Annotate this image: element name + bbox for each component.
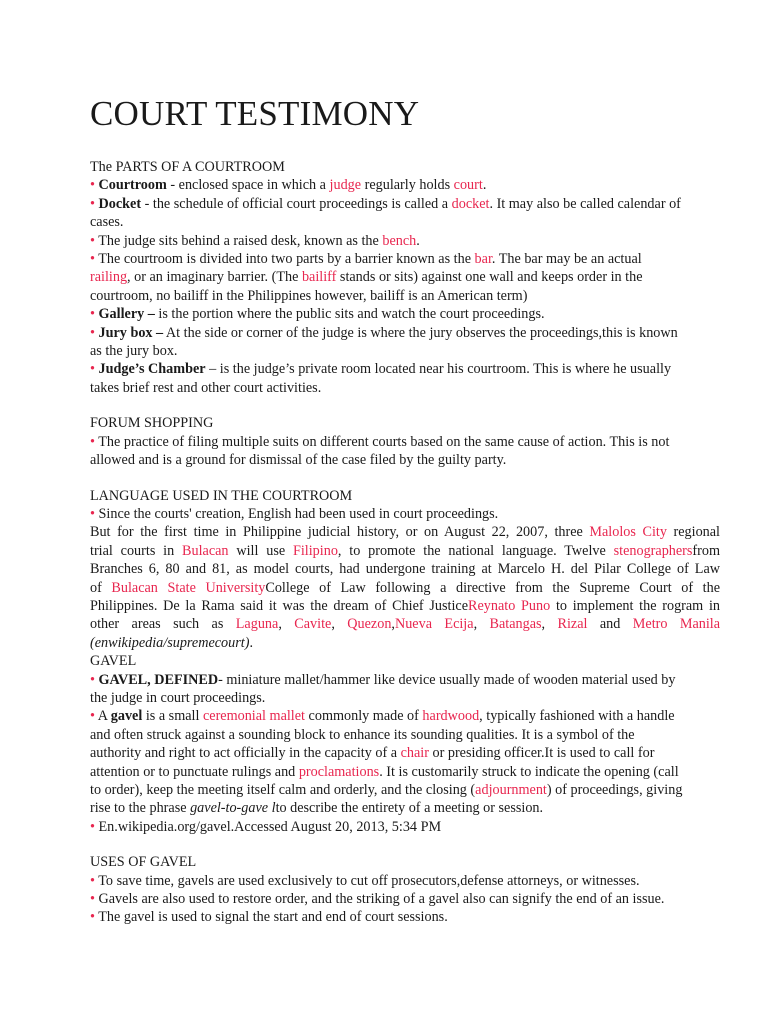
text-line: allowed and is a ground for dismissal of the case filed by the guilty party. — [90, 452, 507, 469]
list-item — [90, 890, 720, 908]
section-uses-of-gavel — [90, 853, 720, 927]
section-heading: USES OF GAVEL — [90, 854, 197, 871]
bullet: • — [90, 671, 95, 688]
text: At the side or corner of the judge is where the jury observes the proceedings,this is known — [163, 324, 678, 341]
text: The practice of filing multiple suits on different courts based on the same cause of action. This is not — [94, 433, 670, 450]
list-item — [90, 707, 720, 725]
link-bulacan-state-university[interactable]: Bulacan State University — [111, 579, 266, 596]
text: Philippines. De la Rama said it was the dream of Chief Justice — [90, 597, 469, 614]
link-reynato-puno[interactable]: Reynato Puno — [468, 597, 551, 614]
link-court[interactable]: court — [453, 177, 483, 194]
term: Courtroom — [98, 177, 167, 194]
text-line — [90, 744, 720, 762]
link-batangas[interactable]: Batangas — [489, 616, 542, 633]
text: regularly holds — [361, 177, 454, 194]
link-stenographers[interactable]: stenographers — [613, 542, 693, 559]
text: attention or to punctuate rulings and — [90, 763, 299, 780]
text: will use — [228, 542, 293, 559]
text: – is the judge’s private room located near his courtroom. This is where he usually — [205, 361, 672, 378]
list-item — [90, 671, 720, 689]
link-laguna[interactable]: Laguna — [235, 616, 279, 633]
text-line — [90, 781, 720, 799]
bullet: • — [90, 891, 95, 908]
text-line — [90, 597, 720, 615]
link-bar[interactable]: bar — [474, 251, 492, 268]
text: , to promote the national language. Twelve — [337, 542, 614, 559]
list-item — [90, 872, 720, 890]
text-line — [90, 799, 720, 817]
text-line: takes brief rest and other court activities. — [90, 379, 322, 396]
text: Since the courts' creation, English had been used in court proceedings. — [94, 505, 499, 522]
link-docket[interactable]: docket — [451, 195, 490, 212]
link-filipino[interactable]: Filipino — [292, 542, 338, 559]
text: commonly made of — [305, 708, 423, 725]
text: . The bar may be an actual — [491, 251, 642, 268]
bullet: • — [90, 505, 95, 522]
link-ceremonial-mallet[interactable]: ceremonial mallet — [202, 708, 305, 725]
section-heading: GAVEL — [90, 653, 137, 670]
text: to implement the rogram in — [550, 597, 720, 614]
link-proclamations[interactable]: proclamations — [298, 763, 380, 780]
list-item — [90, 305, 720, 323]
text-line: courtroom, no bailiff in the Philippines however, bailiff is an American term) — [90, 287, 528, 304]
text: Gavels are also used to restore order, and the striking of a gavel also can signify the end of an issue. — [94, 891, 665, 908]
text-line: as the jury box. — [90, 343, 178, 360]
text-line: the judge in court proceedings. — [90, 689, 266, 706]
text: or presiding officer.It is used to call for — [428, 745, 655, 762]
link-judge[interactable]: judge — [329, 177, 362, 194]
text: . It is customarily struck to indicate the opening (call — [379, 763, 679, 780]
text: - the schedule of official court proceedings is called a — [141, 195, 452, 212]
text: to describe the entirety of a meeting or session. — [275, 800, 544, 817]
section-gavel — [90, 652, 720, 836]
text-line — [90, 523, 720, 541]
text: from — [692, 542, 721, 559]
bullet: • — [90, 708, 95, 725]
link-adjournment[interactable]: adjournment — [475, 782, 547, 798]
link-hardwood[interactable]: hardwood — [422, 708, 480, 725]
link-malolos[interactable]: Malolos City — [589, 524, 667, 541]
bullet: • — [90, 909, 95, 926]
text: is the portion where the public sits and watch the court proceedings. — [154, 306, 545, 323]
text-line — [90, 763, 720, 781]
link-chair[interactable]: chair — [400, 745, 429, 762]
text-line — [90, 579, 720, 597]
text-line: and often struck against a sounding block to enhance its sounding qualities. It is a symbol of the — [90, 726, 635, 743]
text: authority and right to act officially in the capacity of a — [90, 745, 401, 762]
text: - enclosed space in which a — [166, 177, 330, 194]
link-quezon[interactable]: Quezon — [347, 616, 392, 633]
text: . It may also be called calendar of — [489, 195, 681, 212]
text-line: cases. — [90, 214, 124, 231]
link-rizal[interactable]: Rizal — [557, 616, 588, 633]
bullet: • — [90, 324, 95, 341]
text: regional — [666, 524, 720, 541]
text: En.wikipedia.org/gavel.Accessed August 20, 2013, 5:34 PM — [94, 818, 442, 835]
text: To save time, gavels are used exclusively to cut off prosecutors,defense attorneys, or witnesses. — [94, 872, 640, 889]
bullet: • — [90, 306, 95, 323]
text-line — [90, 634, 720, 652]
term: Docket — [98, 195, 142, 212]
link-bailiff[interactable]: bailiff — [301, 269, 337, 286]
bullet: • — [90, 361, 95, 378]
bullet: • — [90, 251, 95, 268]
text-line: other areas such as Laguna, Cavite, Quezon,Nueva Ecija, Batangas, Rizal and Metro Manila — [90, 616, 721, 633]
section-heading: LANGUAGE USED IN THE COURTROOM — [90, 487, 353, 504]
text: But for the first time in Philippine judicial history, or on August 22, 2007, three — [90, 524, 590, 541]
term: Judge’s Chamber — [98, 361, 206, 378]
text: of — [90, 579, 112, 596]
list-item — [90, 232, 720, 250]
text: and — [587, 616, 633, 633]
text-line — [90, 542, 720, 560]
term: gavel — [110, 708, 143, 725]
text: to order), keep the meeting itself calm and orderly, and the closing ( — [90, 782, 476, 798]
text-line: Branches 6, 80 and 81, as model courts, had undergone training at Marcelo H. del Pilar College of Law — [90, 561, 720, 578]
text: , or an imaginary barrier. (The — [127, 269, 302, 286]
bullet: • — [90, 818, 95, 835]
text: . — [416, 232, 420, 249]
section-forum-shopping — [90, 414, 720, 469]
list-item — [90, 818, 720, 836]
text: The judge sits behind a raised desk, known as the — [94, 232, 383, 249]
text: College of Law following a directive from the Supreme Court of the — [265, 579, 721, 596]
link-metro-manila[interactable]: Metro Manila — [632, 616, 721, 633]
text: other areas such as — [90, 616, 236, 633]
text: - miniature mallet/hammer like device usually made of wooden material used by — [218, 671, 676, 688]
text: stands or sits) against one wall and keeps order in the — [336, 269, 643, 286]
list-item — [90, 360, 720, 378]
text: ) of proceedings, giving — [546, 782, 683, 798]
link-bench[interactable]: bench — [382, 232, 417, 249]
term: GAVEL, DEFINED — [98, 671, 219, 688]
text: trial courts in — [90, 542, 183, 559]
list-item — [90, 195, 720, 213]
text: is a small — [142, 708, 203, 725]
text-line — [90, 268, 720, 286]
text: A — [94, 708, 111, 725]
phrase: gavel-to-gave l — [190, 800, 276, 817]
list-item — [90, 176, 720, 194]
text: The courtroom is divided into two parts by a barrier known as the — [94, 251, 475, 268]
list-item — [90, 908, 720, 926]
list-item — [90, 250, 720, 268]
bullet: • — [90, 177, 95, 194]
bullet: • — [90, 872, 95, 889]
section-heading: FORUM SHOPPING — [90, 415, 214, 432]
section-heading: The PARTS OF A COURTROOM — [90, 159, 285, 175]
bullet: • — [90, 433, 95, 450]
list-item — [90, 433, 720, 451]
text: . — [249, 634, 253, 651]
text: , typically fashioned with a handle — [479, 708, 675, 725]
bullet: • — [90, 195, 95, 212]
link-bulacan[interactable]: Bulacan — [182, 542, 229, 559]
text: . — [482, 177, 487, 194]
citation: (enwikipedia/supremecourt) — [90, 634, 250, 651]
page-title: COURT TESTIMONY — [90, 94, 420, 133]
term: Gallery – — [98, 306, 155, 323]
bullet: • — [90, 232, 95, 249]
link-railing[interactable]: railing — [90, 269, 128, 286]
term: Jury box – — [98, 324, 164, 341]
link-nueva-ecija[interactable]: Nueva Ecija — [394, 616, 474, 633]
text: The gavel is used to signal the start and end of court sessions. — [94, 909, 448, 926]
text: rise to the phrase — [90, 800, 191, 817]
list-item — [90, 324, 720, 342]
list-item — [90, 505, 720, 523]
link-cavite[interactable]: Cavite — [294, 616, 332, 633]
section-parts-of-courtroom — [90, 158, 720, 397]
section-language — [90, 487, 720, 653]
